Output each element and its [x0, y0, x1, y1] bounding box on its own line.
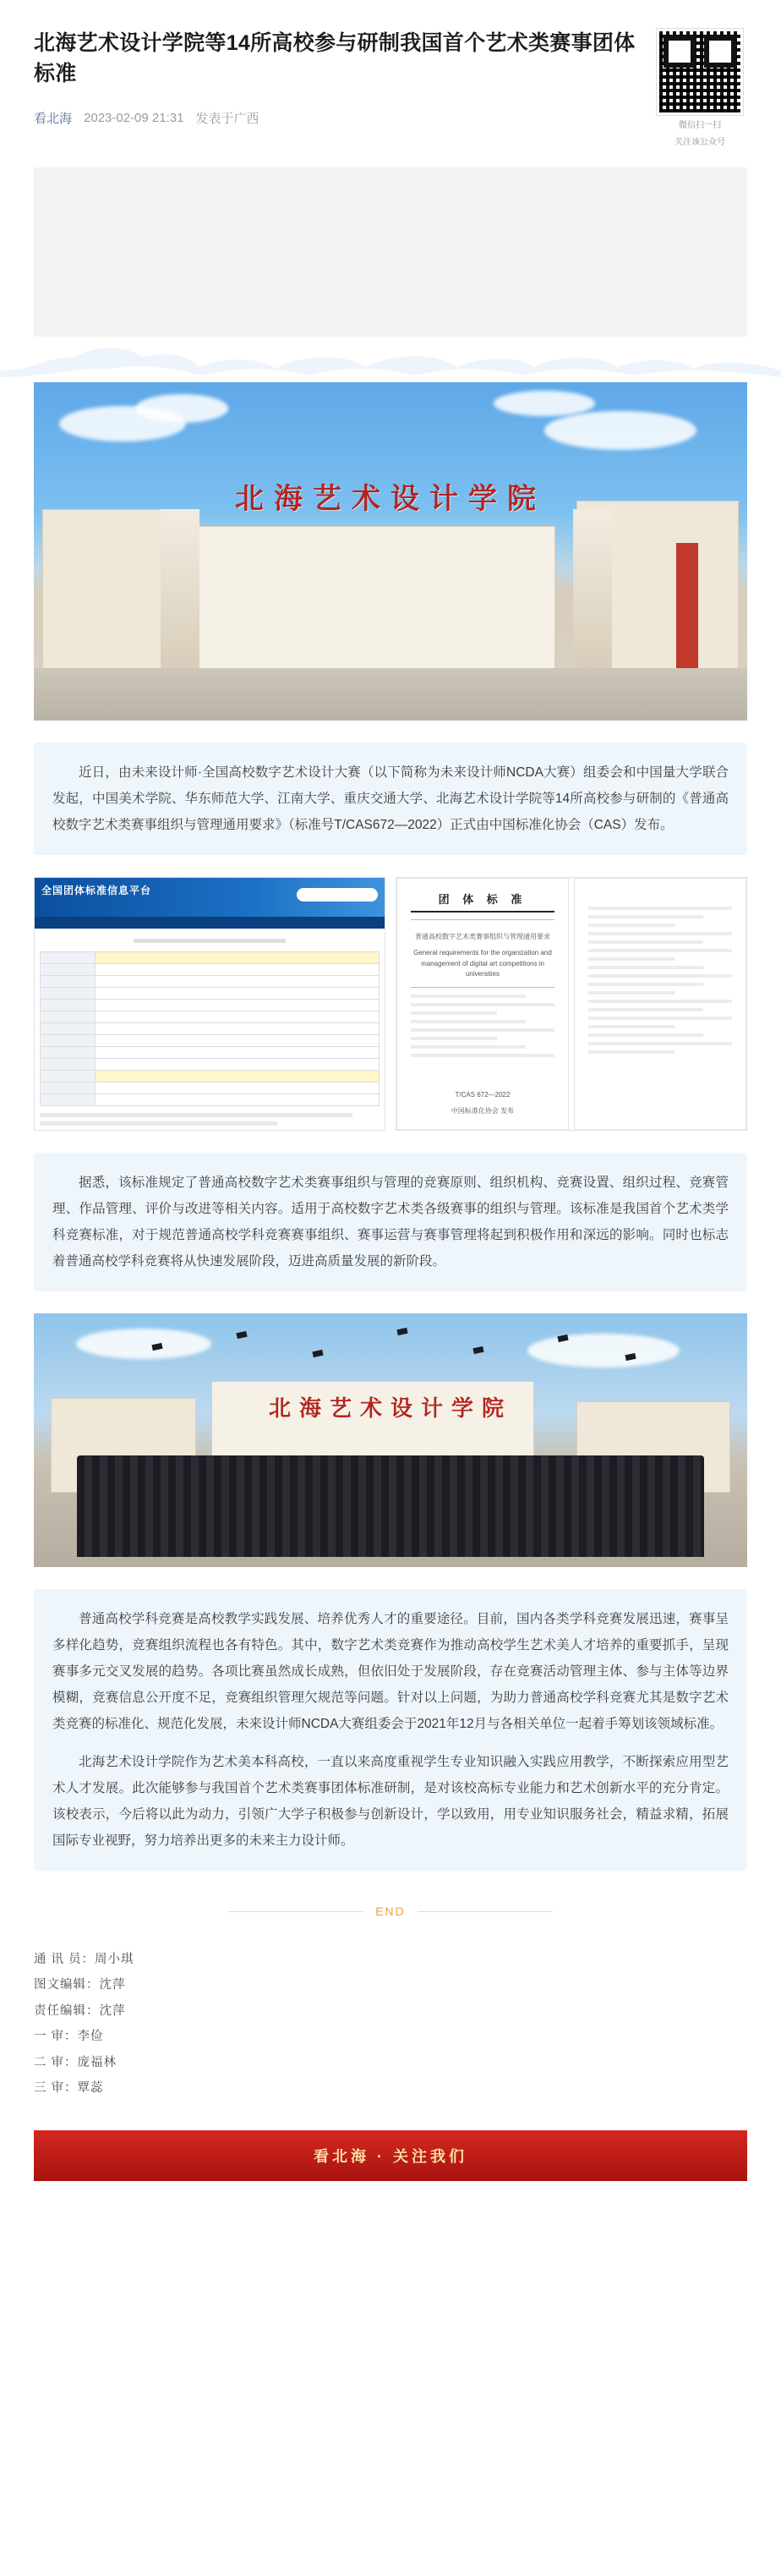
red-banner — [676, 543, 698, 678]
title-block — [34, 29, 653, 127]
credits-block — [34, 1947, 747, 2102]
cloud-shape — [494, 391, 595, 416]
divider-dash-right — [418, 1911, 553, 1912]
doc-content-page — [574, 878, 746, 1130]
doc-note-line — [40, 1121, 277, 1126]
paragraph-card-3 — [34, 1589, 747, 1871]
document-scans — [34, 877, 747, 1131]
table-row — [41, 1011, 379, 1023]
table-row — [41, 952, 379, 964]
credit-line: 通 讯 员：周小琪 — [34, 1953, 134, 1966]
table-row — [41, 1035, 379, 1047]
paragraph-2: 据悉，该标准规定了普通高校数字艺术类赛事组织与管理的竞赛原则、组织机构、竞赛设置、组织过程、竞赛管理、作品管理、评价与改进等相关内容。适用于高校数字艺术类各级赛事的组织与管理。该标准是我国首个艺术类学科竞赛标准，对于规范普通高校学科竞赛赛事组织、赛事运营与赛事管理将起到积极作用和深远的影响。同时也标志着普通高校学科竞赛将从快速发展阶段，迈进高质量发展的新阶段。 — [52, 1176, 729, 1269]
paragraph-1: 近日，由未来设计师·全国高校数字艺术设计大赛（以下简称为未来设计师NCDA大赛）组委会和中国量大学联合发起，中国美术学院、华东师范大学、江南大学、重庆交通大学、北海艺术设计学院等14所高校参与研制的《普通高校数字艺术类赛事组织与管理通用要求》（标准号T/CAS672—2022）正式由中国标准化协会（CAS）发布。 — [52, 765, 729, 832]
standard-doc-subtitle-en: General requirements for the organization and management of digital art competitions in universities — [413, 948, 552, 978]
table-row — [41, 1000, 379, 1011]
graduation-school-name: 北海艺术设计学院 — [268, 1396, 513, 1421]
credit-line: 责任编辑：沈萍 — [34, 2003, 126, 2018]
credit-line: 三 审：覃蕊 — [34, 2081, 104, 2096]
paragraph-3: 普通高校学科竞赛是高校教学实践发展、培养优秀人才的重要途径。目前，国内各类学科竞赛发展迅速，赛事呈多样化趋势，竞赛组织流程也各有特色。其中，数字艺术类竞赛作为推动高校学生艺术美人才培养的重要抓手，呈现赛事多元交叉发展的趋势。各项比赛虽然成长成熟，但依旧处于发展阶段，存在竞赛活动管理主体、参与主体等边界模糊，竞赛信息公开度不足，竞赛组织管理欠规范等问题。针对以上问题，为助力普通高校学科竞赛尤其是数字艺术类竞赛的标准化、规范化发展，未来设计师NCDA大赛组委会于2021年12月与各相关单位一起着手筹划该领域标准。 — [52, 1612, 729, 1731]
standard-doc-issuer: 中国标准化协会 发布 — [451, 1107, 515, 1115]
image-graduation — [34, 1313, 747, 1567]
doc-note-line — [40, 1113, 352, 1117]
table-row — [41, 988, 379, 1000]
doc-banner — [35, 878, 385, 917]
qr-code-icon[interactable] — [657, 29, 743, 115]
doc-page-pair — [396, 878, 746, 1130]
media-placeholder — [34, 167, 747, 337]
divider-dash-left — [228, 1911, 363, 1912]
credit-line: 二 审：庞福林 — [34, 2055, 117, 2069]
table-row — [41, 976, 379, 988]
article-meta — [34, 109, 637, 127]
qr-code-block — [653, 29, 747, 149]
qr-caption-line1: 微信扫一扫 — [679, 121, 721, 130]
doc-heading-line — [134, 939, 287, 943]
cloud-shape — [527, 1334, 680, 1367]
footer-banner[interactable] — [34, 2130, 747, 2181]
doc-body — [35, 929, 385, 1131]
graduation-cap-icon — [312, 1350, 323, 1357]
building-left — [42, 509, 171, 671]
cloud-shape — [76, 1329, 211, 1359]
credit-line: 一 审：李俭 — [34, 2030, 104, 2044]
table-row — [41, 1059, 379, 1071]
end-divider — [34, 1905, 747, 1918]
cloud-divider — [0, 342, 781, 382]
article-header — [0, 0, 781, 149]
paragraph-card-1 — [34, 743, 747, 855]
footer-banner-text: 看北海 · 关注我们 — [314, 2147, 467, 2165]
doc-cover-page — [396, 878, 569, 1130]
standard-doc-code: T/CAS 672—2022 — [455, 1091, 511, 1099]
school-name-text: 北海艺术设计学院 — [235, 484, 546, 515]
qr-caption-line2: 关注该公众号 — [674, 138, 725, 147]
standard-doc-heading: 团 体 标 准 — [411, 891, 554, 913]
graduation-cap-icon — [472, 1346, 483, 1354]
doc-standard-cover[interactable] — [396, 877, 747, 1131]
account-name[interactable]: 看北海 — [34, 112, 73, 126]
table-row — [41, 1047, 379, 1059]
table-row — [41, 964, 379, 976]
graduation-cap-icon — [396, 1328, 407, 1335]
standard-doc-subtitle-cn: 普通高校数字艺术类赛事组织与管理通用要求 — [415, 933, 550, 940]
table-row — [41, 1023, 379, 1035]
ground-plane — [34, 668, 747, 721]
doc-subbar — [35, 917, 385, 929]
doc-search-input[interactable] — [297, 888, 378, 902]
page-title: 北海艺术设计学院等14所高校参与研制我国首个艺术类赛事团体标准 — [34, 31, 636, 85]
publish-datetime: 2023-02-09 21:31 — [84, 111, 184, 125]
doc-standard-platform[interactable] — [34, 877, 385, 1131]
table-row — [41, 1071, 379, 1082]
building-center — [182, 526, 555, 671]
table-row — [41, 1082, 379, 1094]
table-row — [41, 1094, 379, 1106]
doc-banner-title: 全国团体标准信息平台 — [41, 885, 152, 896]
graduation-cap-icon — [236, 1331, 247, 1339]
paragraph-4: 北海艺术设计学院作为艺术美本科高校，一直以来高度重视学生专业知识融入实践应用教学，不断探索应用型艺术人才发展。此次能够参与我国首个艺术类赛事团体标准研制，是对该校高标专业能力和艺术创新水平的充分肯定。该校表示，今后将以此为动力，引领广大学子积极参与创新设计，学以致用，用专业知识服务社会，精益求精，拓展国际专业视野，努力培养出更多的未来主力设计师。 — [52, 1755, 729, 1848]
image-school-gate — [34, 382, 747, 721]
cloud-shape — [544, 411, 696, 450]
credit-line: 图文编辑：沈萍 — [34, 1978, 126, 1992]
end-label: END — [375, 1905, 406, 1918]
cloud-shape — [135, 394, 228, 423]
doc-table — [40, 951, 380, 1106]
publish-location: 发表于广西 — [195, 112, 259, 126]
paragraph-card-2 — [34, 1153, 747, 1291]
graduates-crowd — [77, 1455, 705, 1557]
